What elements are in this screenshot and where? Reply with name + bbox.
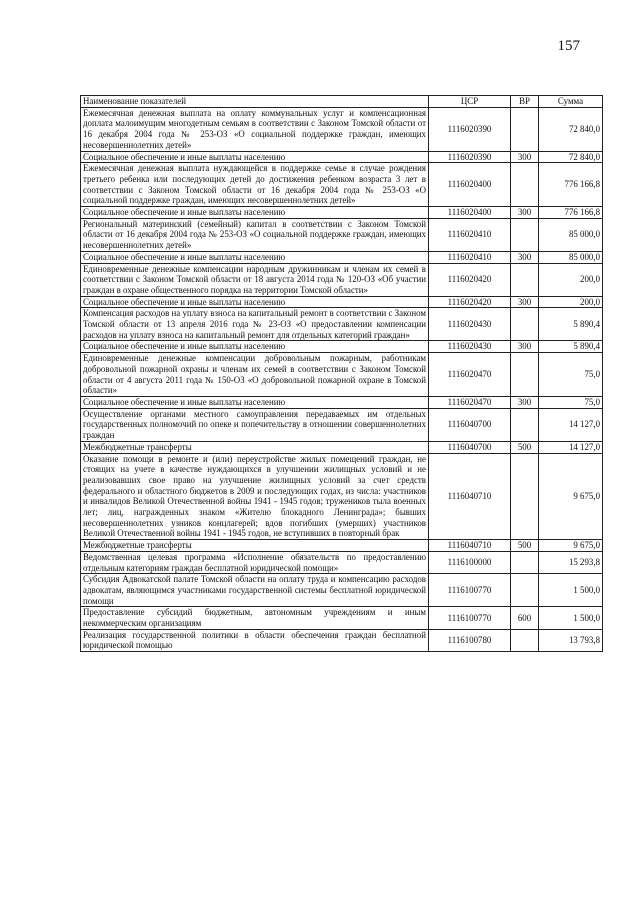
table-row [81,607,603,629]
table-row [81,396,603,408]
row-vr: 600 [511,607,539,629]
table-row [81,341,603,353]
row-vr: 300 [511,207,539,219]
row-code: 1116040700 [429,408,511,441]
table-row [81,453,603,540]
row-name: Предоставление субсидий бюджетным, автономным учреждениям и иным некоммерческим организациям [81,607,429,629]
row-code: 1116020400 [429,207,511,219]
row-name: Субсидия Адвокатской палате Томской области на оплату труда и компенсацию расходов адвокатам, являющимся участниками государственной системы бесплатной юридической помощи [81,574,429,607]
row-name: Компенсация расходов на уплату взноса на капитальный ремонт в соответствии с Законом Томской области от 13 апреля 2016 года № 23-ОЗ «О предоставлении компенсации расходов на уплату взноса на капитальный ремонт для отдельных категорий граждан» [81,308,429,341]
row-code: 1116020410 [429,218,511,251]
table-row [81,408,603,441]
table-row [81,296,603,308]
row-name: Межбюджетные трансферты [81,540,429,552]
row-name: Ежемесячная денежная выплата нуждающейся в поддержке семье в случае рождения третьего ребенка или последующих детей до достижения ребенком возраста 3 лет в соответствии с Законом Томской области от 16 декабря 2004 года № 253-ОЗ «О социальной поддержке граждан, имеющих несовершеннолетних детей» [81,163,429,207]
budget-table [80,95,603,652]
row-name: Межбюджетные трансферты [81,441,429,453]
row-sum: 75,0 [539,396,603,408]
row-vr [511,629,539,651]
row-code: 1116020470 [429,396,511,408]
row-code: 1116020420 [429,296,511,308]
row-vr [511,218,539,251]
row-name: Социальное обеспечение и иные выплаты населению [81,251,429,263]
row-code: 1116100770 [429,574,511,607]
row-name: Ежемесячная денежная выплата на оплату коммунальных услуг и компенсационная доплата малоимущим многодетным семьям в соответствии с Законом Томской области от 16 декабря 2004 года № 253-ОЗ «О социальной поддержке граждан, имеющих несовершеннолетних детей» [81,107,429,151]
table-row [81,308,603,341]
row-sum: 72 840,0 [539,107,603,151]
row-name: Региональный материнский (семейный) капитал в соответствии с Законом Томской области от 16 декабря 2004 года № 253-ОЗ «О социальной поддержке граждан, имеющих несовершеннолетних детей» [81,218,429,251]
row-code: 1116100000 [429,551,511,573]
row-sum: 5 890,4 [539,308,603,341]
row-name: Социальное обеспечение и иные выплаты населению [81,207,429,219]
row-vr: 500 [511,540,539,552]
table-row [81,441,603,453]
table-row [81,107,603,151]
row-vr [511,408,539,441]
row-sum: 9 675,0 [539,540,603,552]
row-vr: 300 [511,396,539,408]
table-row [81,251,603,263]
row-vr: 300 [511,251,539,263]
table-row [81,540,603,552]
row-code: 1116040700 [429,441,511,453]
row-name: Единовременные денежные компенсации добровольным пожарным, работникам добровольной пожарной охраны и членам их семей в соответствии с Законом Томской области от 4 августа 2011 года № 150-ОЗ «О добровольной пожарной охране в Томской области» [81,353,429,397]
page-number: 157 [557,38,580,54]
row-vr: 500 [511,441,539,453]
row-vr: 300 [511,296,539,308]
row-code: 1116020400 [429,163,511,207]
row-code: 1116020410 [429,251,511,263]
table-row [81,151,603,163]
row-vr [511,551,539,573]
table-row [81,574,603,607]
row-sum: 776 166,8 [539,163,603,207]
row-sum: 14 127,0 [539,441,603,453]
row-code: 1116020430 [429,341,511,353]
row-sum: 13 793,8 [539,629,603,651]
row-vr: 300 [511,151,539,163]
row-name: Реализация государственной политики в области обеспечения граждан бесплатной юридической помощью [81,629,429,651]
header-sum: Сумма [539,96,603,108]
row-name: Единовременные денежные компенсации народным дружинникам и членам их семей в соответствии с Законом Томской области от 18 августа 2014 года № 120-ОЗ «Об участии граждан в охране общественного порядка на территории Томской области» [81,263,429,296]
table-row [81,629,603,651]
row-code: 1116100780 [429,629,511,651]
row-name: Осуществление органами местного самоуправления передаваемых им отдельных государственных полномочий по опеке и попечительству в отношении совершеннолетних граждан [81,408,429,441]
row-name: Социальное обеспечение и иные выплаты населению [81,296,429,308]
table-row [81,218,603,251]
table-row [81,551,603,573]
row-code: 1116020430 [429,308,511,341]
row-sum: 15 293,8 [539,551,603,573]
row-vr [511,353,539,397]
row-sum: 14 127,0 [539,408,603,441]
row-code: 1116020390 [429,151,511,163]
row-code: 1116100770 [429,607,511,629]
row-vr: 300 [511,341,539,353]
row-code: 1116040710 [429,540,511,552]
table-row [81,163,603,207]
row-sum: 776 166,8 [539,207,603,219]
header-name: Наименование показателей [81,96,429,108]
row-sum: 200,0 [539,296,603,308]
row-name: Социальное обеспечение и иные выплаты населению [81,151,429,163]
row-code: 1116020390 [429,107,511,151]
row-vr [511,453,539,540]
row-vr [511,163,539,207]
row-sum: 9 675,0 [539,453,603,540]
table-row [81,353,603,397]
header-vr: ВР [511,96,539,108]
row-name: Социальное обеспечение и иные выплаты населению [81,396,429,408]
row-vr [511,308,539,341]
row-sum: 1 500,0 [539,574,603,607]
row-sum: 5 890,4 [539,341,603,353]
header-code: ЦСР [429,96,511,108]
row-sum: 75,0 [539,353,603,397]
row-sum: 85 000,0 [539,218,603,251]
row-sum: 72 840,0 [539,151,603,163]
row-vr [511,263,539,296]
row-name: Ведомственная целевая программа «Исполнение обязательств по предоставлению отдельным категориям граждан бесплатной юридической помощи» [81,551,429,573]
row-code: 1116020420 [429,263,511,296]
row-code: 1116020470 [429,353,511,397]
row-sum: 85 000,0 [539,251,603,263]
row-sum: 200,0 [539,263,603,296]
row-name: Оказание помощи в ремонте и (или) переустройстве жилых помещений граждан, не стоящих на учете в качестве нуждающихся в улучшении жилищных условий и не реализовавших свое право на улучшение жилищных условий за счет средств федерального и областного бюджетов в 2009 и последующих годах, из числа: участников и инвалидов Великой Отечественной войны 1941 - 1945 годов; тружеников тыла военных лет; лиц, награжденных знаком «Жителю блокадного Ленинграда»; бывших несовершеннолетних узников концлагерей; вдов погибших (умерших) участников Великой Отечественной войны 1941 - 1945 годов, не вступивших в повторный брак [81,453,429,540]
row-sum: 1 500,0 [539,607,603,629]
row-name: Социальное обеспечение и иные выплаты населению [81,341,429,353]
row-vr [511,107,539,151]
table-row [81,263,603,296]
row-vr [511,574,539,607]
table-header-row [81,96,603,108]
table-row [81,207,603,219]
row-code: 1116040710 [429,453,511,540]
